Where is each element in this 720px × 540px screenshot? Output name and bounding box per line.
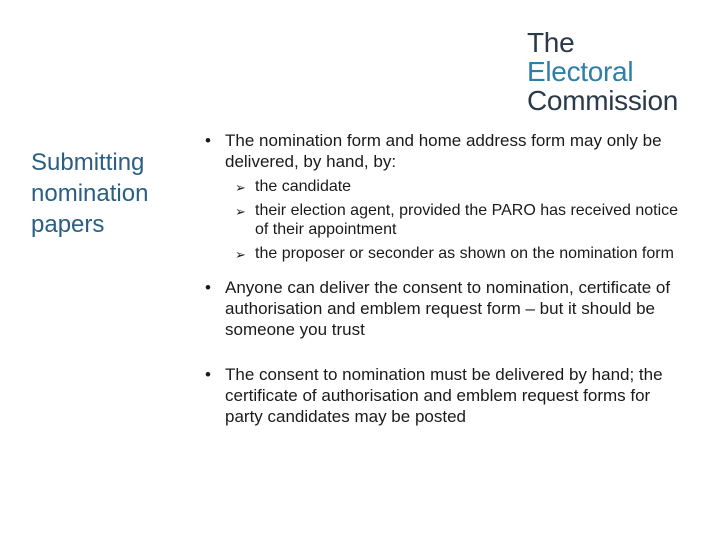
logo-line-commission: Commission <box>527 85 679 116</box>
logo-line-the: The <box>527 27 575 58</box>
sub-bullet-text: the candidate <box>255 178 352 195</box>
sub-bullet-text: their election agent, provided the PARO has received notice of their appointment <box>255 202 679 238</box>
slide-title: Submitting nomination papers <box>31 149 149 238</box>
electoral-commission-logo <box>527 28 678 115</box>
sub-bullet-list <box>205 177 685 263</box>
bullet-icon: • <box>205 278 211 297</box>
bullet-item <box>205 277 685 340</box>
bullet-text: The nomination form and home address form may only be delivered, by hand, by: <box>225 131 662 171</box>
bullet-item <box>205 364 685 427</box>
sub-bullet-item <box>235 201 685 239</box>
sub-bullet-item <box>235 244 685 263</box>
bullet-icon: • <box>205 365 211 384</box>
arrow-bullet-icon: ➢ <box>235 204 246 219</box>
slide-content <box>205 130 685 427</box>
bullet-item <box>205 130 685 172</box>
arrow-bullet-icon: ➢ <box>235 247 246 262</box>
bullet-text: The consent to nomination must be delivered by hand; the certificate of authorisation and emblem request forms for party candidates may be posted <box>225 365 663 426</box>
bullet-text: Anyone can deliver the consent to nomination, certificate of authorisation and emblem request form – but it should be someone you trust <box>225 278 671 339</box>
bullet-icon: • <box>205 131 211 150</box>
logo-line-electoral: Electoral <box>527 56 634 87</box>
arrow-bullet-icon: ➢ <box>235 180 246 195</box>
sub-bullet-text: the proposer or seconder as shown on the nomination form <box>255 245 674 262</box>
sub-bullet-item <box>235 177 685 196</box>
